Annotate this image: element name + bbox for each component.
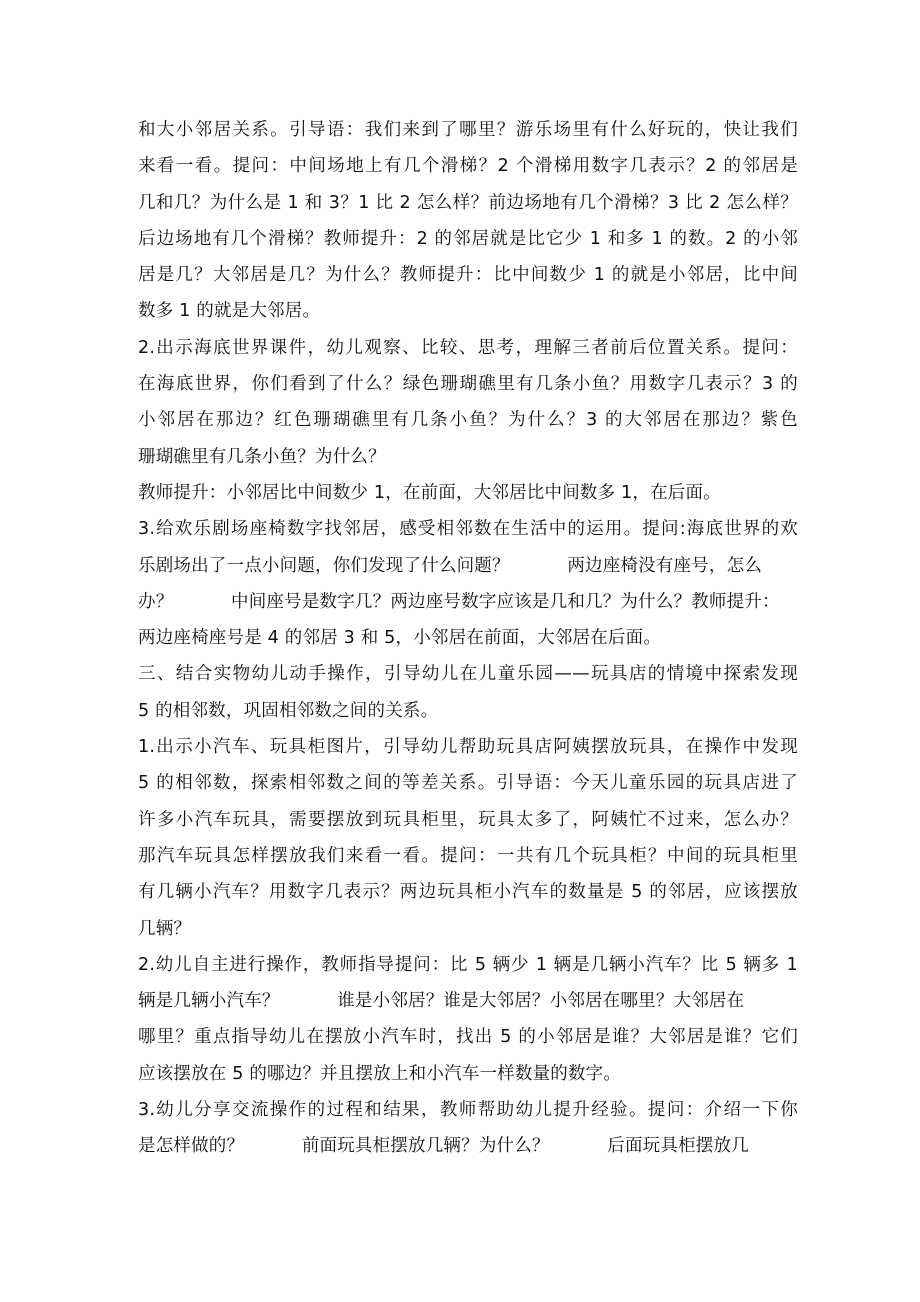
document-body-text	[138, 112, 798, 1165]
text-line: 那汽车玩具怎样摆放我们来看一看。提问：一共有几个玩具柜？中间的玩具柜里	[138, 845, 798, 866]
text-line: 辆是几辆小汽车？ 谁是小邻居？谁是大邻居？小邻居在哪里？大邻居在	[138, 991, 745, 1012]
text-line: 珊瑚礁里有几条小鱼？为什么？	[138, 446, 386, 467]
text-line: 哪里？重点指导幼儿在摆放小汽车时，找出 5 的小邻居是谁？大邻居是谁？它们	[138, 1027, 798, 1048]
text-line: 2.出示海底世界课件，幼儿观察、比较、思考，理解三者前后位置关系。提问：	[138, 337, 798, 358]
text-line: 教师提升：小邻居比中间数少 1，在前面，大邻居比中间数多 1，在后面。	[138, 482, 721, 503]
text-line: 几和几？为什么是 1 和 3？1 比 2 怎么样？前边场地有几个滑梯？3 比 2 怎么样？	[138, 192, 798, 213]
text-line: 几辆？	[138, 918, 192, 939]
text-line: 许多小汽车玩具，需要摆放到玩具柜里，玩具太多了，阿姨忙不过来，怎么办？	[138, 809, 798, 830]
text-line: 是怎样做的？ 前面玩具柜摆放几辆？为什么？ 后面玩具柜摆放几	[138, 1136, 749, 1157]
text-line: 办？ 中间座号是数字几？两边座号数字应该是几和几？为什么？教师提升：	[138, 591, 780, 612]
text-line: 小邻居在那边？红色珊瑚礁里有几条小鱼？为什么？3 的大邻居在那边？紫色	[138, 410, 798, 431]
text-line: 两边座椅座号是 4 的邻居 3 和 5，小邻居在前面，大邻居在后面。	[138, 628, 662, 649]
text-line: 三、结合实物幼儿动手操作，引导幼儿在儿童乐园——玩具店的情境中探索发现	[138, 664, 798, 685]
text-line: 数多 1 的就是大邻居。	[138, 301, 321, 322]
text-line: 来看一看。提问：中间场地上有几个滑梯？2 个滑梯用数字几表示？2 的邻居是	[138, 156, 798, 177]
text-line: 5 的相邻数，探索相邻数之间的等差关系。引导语：今天儿童乐园的玩具店进了	[138, 773, 798, 794]
text-line: 1.出示小汽车、玩具柜图片，引导幼儿帮助玩具店阿姨摆放玩具，在操作中发现	[138, 737, 798, 758]
text-line: 后边场地有几个滑梯？教师提升：2 的邻居就是比它少 1 和多 1 的数。2 的小邻	[138, 228, 798, 249]
text-line: 居是几？大邻居是几？为什么？教师提升：比中间数少 1 的就是小邻居，比中间	[138, 265, 798, 286]
text-line: 应该摆放在 5 的哪边？并且摆放上和小汽车一样数量的数字。	[138, 1063, 622, 1084]
text-line: 3.幼儿分享交流操作的过程和结果，教师帮助幼儿提升经验。提问：介绍一下你	[138, 1100, 798, 1121]
text-line: 5 的相邻数，巩固相邻数之间的关系。	[138, 700, 439, 721]
text-line: 和大小邻居关系。引导语：我们来到了哪里？游乐场里有什么好玩的，快让我们	[138, 120, 798, 140]
text-line: 有几辆小汽车？用数字几表示？两边玩具柜小汽车的数量是 5 的邻居，应该摆放	[138, 882, 798, 903]
text-line: 2.幼儿自主进行操作，教师指导提问：比 5 辆少 1 辆是几辆小汽车？比 5 辆多 1	[138, 954, 798, 975]
text-line: 在海底世界，你们看到了什么？绿色珊瑚礁里有几条小鱼？用数字几表示？3 的	[138, 374, 798, 395]
text-line: 3.给欢乐剧场座椅数字找邻居，感受相邻数在生活中的运用。提问:海底世界的欢	[138, 519, 798, 540]
text-line: 乐剧场出了一点小问题，你们发现了什么问题？ 两边座椅没有座号，怎么	[138, 555, 763, 576]
